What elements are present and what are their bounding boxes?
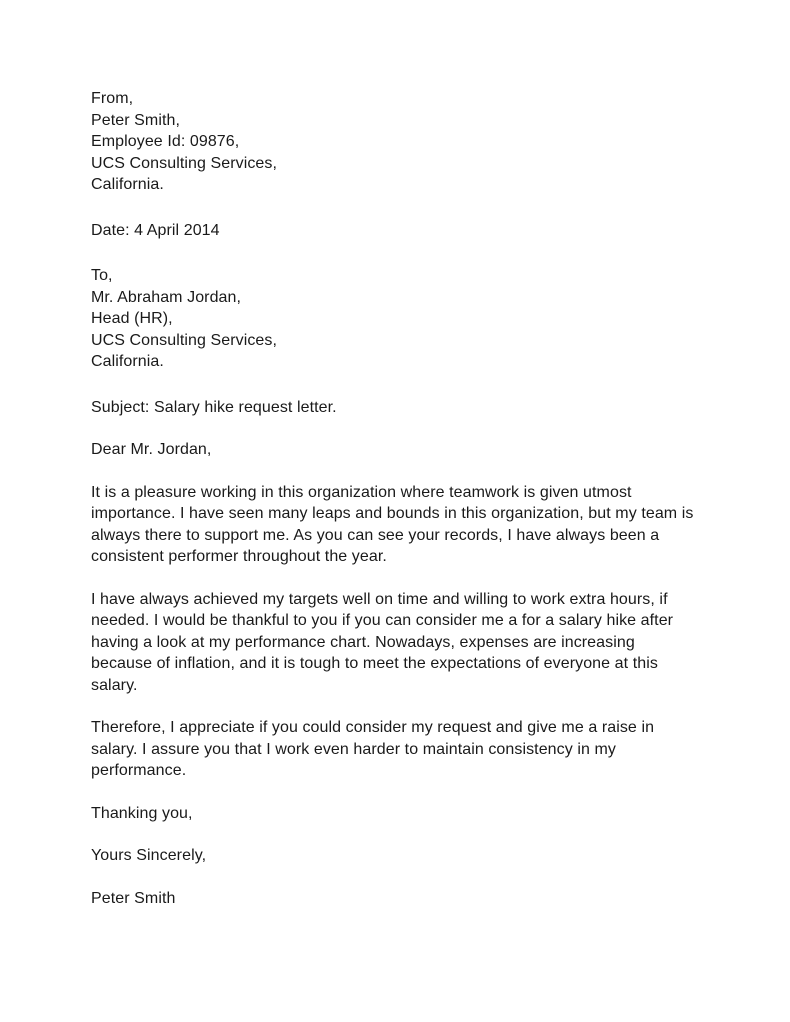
sender-from-label: From, [91,90,134,107]
closing-thanks-block [91,803,699,825]
letter-body [91,88,699,909]
recipient-title: Head (HR), [91,310,173,327]
closing-valediction-block [91,845,699,867]
salutation-line: Dear Mr. Jordan, [91,441,212,458]
letter-date: Date: 4 April 2014 [91,221,220,239]
subject-line: Subject: Salary hike request letter. [91,398,337,416]
signature-name: Peter Smith [91,889,176,907]
sender-company: UCS Consulting Services, [91,154,277,172]
date-block [91,220,699,242]
sender-employee-id: Employee Id: 09876, [91,133,240,150]
recipient-company: UCS Consulting Services, [91,331,277,349]
body-paragraph-2: I have always achieved my targets well on time and willing to work extra hours, if needed. I would be thankful to you if you can consider me a for a salary hike after having a look at my performance chart. Nowadays, expenses are increasing because of inflation, and it is tough to meet the expectations of everyone at this salary. [91,590,674,694]
signature-block [91,888,699,910]
body-paragraph-1: It is a pleasure working in this organization where teamwork is given utmost importance. I have seen many leaps and bounds in this organization, but my team is always there to support me. As you can see your records, I have always been a consistent performer throughout the year. [91,483,694,565]
recipient-to-label: To, [91,267,113,284]
salutation-block [91,439,699,461]
sender-location: California. [91,176,164,193]
subject-block [91,397,699,419]
closing-thanks: Thanking you, [91,804,193,822]
closing-valediction: Yours Sincerely, [91,847,207,864]
sender-name: Peter Smith, [91,111,180,129]
recipient-block [91,265,699,373]
recipient-name: Mr. Abraham Jordan, [91,288,242,306]
recipient-location: California. [91,353,164,370]
sender-block [91,88,699,196]
body-paragraph-3: Therefore, I appreciate if you could consider my request and give me a raise in salary. I assure you that I work even harder to maintain consistency in my performance. [91,719,655,779]
